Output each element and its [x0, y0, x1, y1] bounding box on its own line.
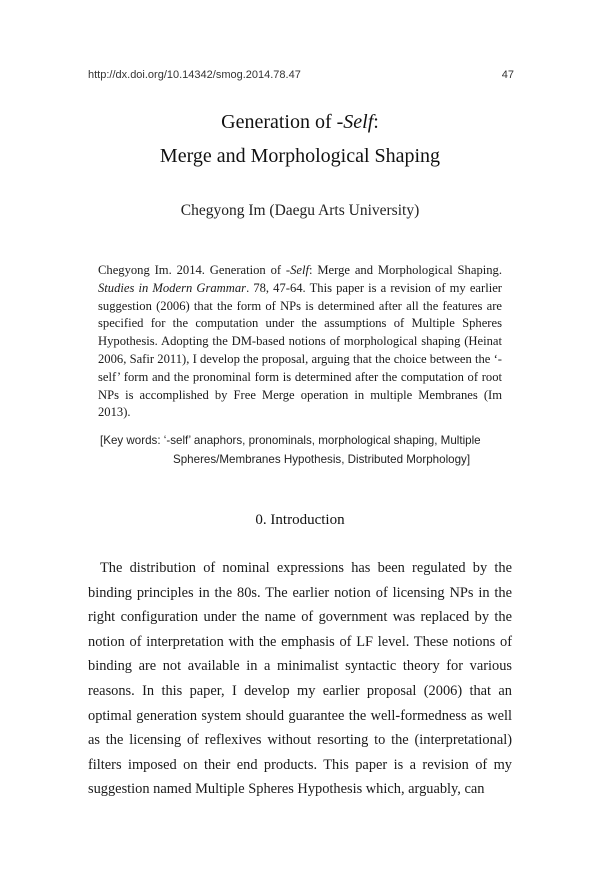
- page-number: 47: [501, 69, 514, 81]
- paper-title-line-1: [0, 111, 600, 134]
- section-heading: 0. Introduction: [255, 512, 345, 528]
- title-italic-self: -Self: [336, 111, 374, 133]
- citation-mid: : Merge and Morphological Shaping.: [309, 263, 502, 277]
- title-prefix: Generation of: [221, 111, 337, 133]
- keywords-line-1: [Key words: ‘-self’ anaphors, pronominals, morphological shaping, Multiple: [100, 434, 481, 447]
- citation-prefix: Chegyong Im. 2014. Generation of: [98, 263, 286, 277]
- abstract-text: This paper is a revision of my earlier suggestion (2006) that the form of NPs is determined after all the features are specified for the computation under the assumptions of Multiple Spheres Hypothesis. Adopting the DM-based notions of morphological shaping (Heinat 2006, Safir 2011), I develop the proposal, arguing that the choice between the ‘-self’ form and the pronominal form is determined after the computation of root NPs is accomplished by Free Merge operation in multiple Membranes (Im 2013).: [98, 280, 502, 420]
- keywords-line-2: Spheres/Membranes Hypothesis, Distributed Morphology]: [173, 453, 471, 466]
- author-affiliation: Chegyong Im (Daegu Arts University): [180, 202, 420, 219]
- paper-title-line-2: Merge and Morphological Shaping: [159, 145, 441, 167]
- body-paragraph: The distribution of nominal expressions has been regulated by the binding principles in the 80s. The earlier notion of licensing NPs in the right configuration under the name of government was replaced by the notion of interpretation with the emphasis of LF level. These notions of binding are not available in a minimalist syntactic theory for various reasons. In this paper, I develop my earlier proposal (2006) that an optimal generation system should guarantee the well-formedness as well as the licensing of reflexives without resorting to the (interpretational) filters imposed on their end products. This paper is a revision of my suggestion named Multiple Spheres Hypothesis which, arguably, can: [88, 560, 512, 798]
- citation-italic-self: -Self: [285, 263, 309, 277]
- title-colon: :: [373, 111, 379, 133]
- journal-name: Studies in Modern Grammar: [98, 280, 247, 295]
- running-header: [88, 69, 514, 85]
- keywords: [100, 431, 510, 469]
- abstract: [98, 262, 502, 422]
- doi-link[interactable]: http://dx.doi.org/10.14342/smog.2014.78.47: [88, 69, 301, 81]
- citation-suffix: . 78, 47-64.: [246, 280, 306, 295]
